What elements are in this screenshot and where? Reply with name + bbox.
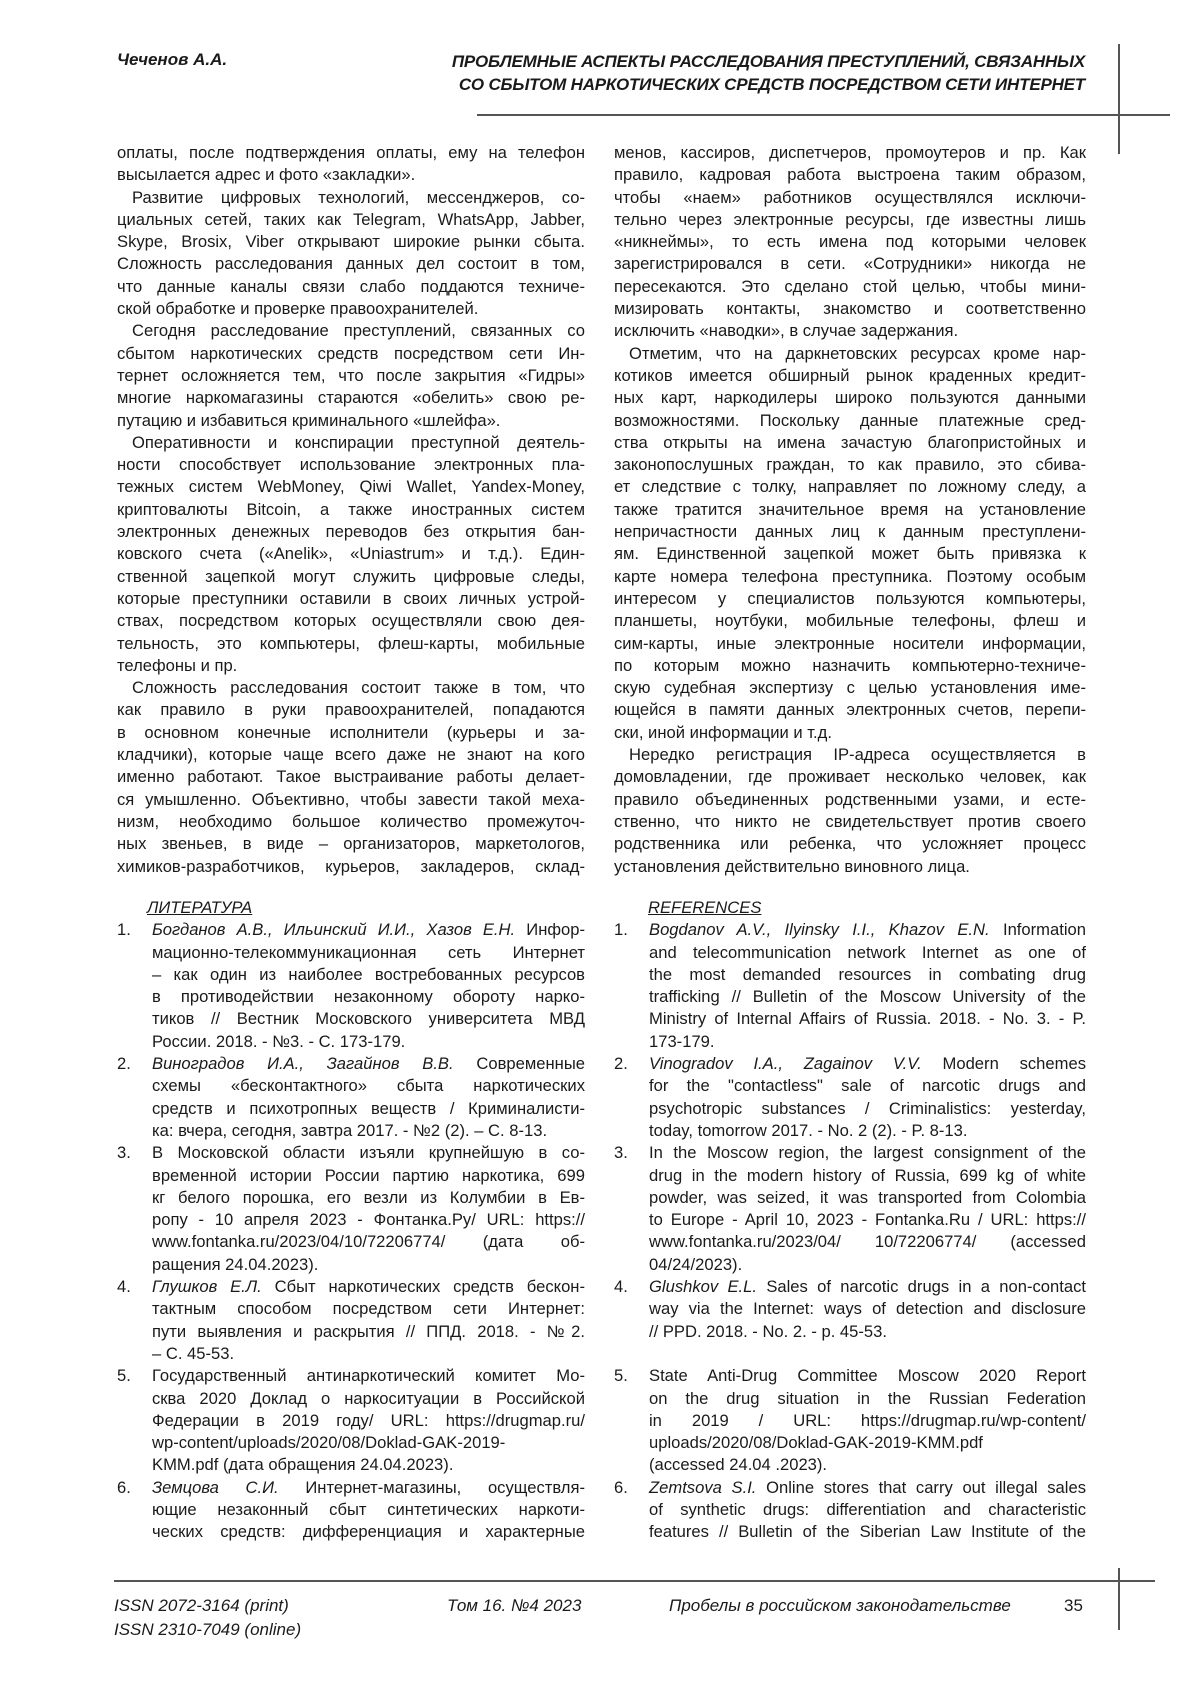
footer-journal: Пробелы в российском законодательстве (669, 1594, 1011, 1618)
reference-item (117, 1276, 585, 1365)
reference-authors: Богданов А.В., Ильинский И.И., Хазов Е.Н. (152, 920, 515, 939)
text-line: тельность, это компьютеры, флеш-карты, мобильные (117, 633, 585, 655)
text-line: «никнеймы», то есть имена под которыми человек (614, 231, 1086, 253)
text-line: for the "contactless" sale of narcotic drugs and (649, 1075, 1086, 1097)
text-line: ковского счета («Anelik», «Uniastrum» и т.д.). Един- (117, 543, 585, 565)
text-line: way via the Internet: ways of detection and disclosure (649, 1298, 1086, 1320)
text-line: оплаты, после подтверждения оплаты, ему на телефон (117, 142, 585, 164)
reference-item (117, 1365, 585, 1476)
text-line: today, tomorrow 2017. - No. 2 (2). - P. 8-13. (649, 1120, 1086, 1142)
text-line: родственника или ребенка, что усложняет процесс (614, 833, 1086, 855)
references-ru-heading: ЛИТЕРАТУРА (117, 897, 585, 919)
text-line: Развитие цифровых технологий, мессенджеров, со- (117, 187, 585, 209)
text-line: временной истории России партию наркотика, 699 (152, 1165, 585, 1187)
text-line: ет следствие с толку, направляет по ложному следу, а (614, 476, 1086, 498)
text-line (152, 1053, 585, 1075)
text-line: карте номера телефона преступника. Поэтому особым (614, 566, 1086, 588)
reference-item (614, 1477, 1086, 1544)
issn-print: ISSN 2072-3164 (print) (114, 1594, 301, 1618)
text-line: ных карт, наркодилеры широко пользуются данными (614, 387, 1086, 409)
reference-number: 6. (117, 1477, 131, 1499)
text-line: путацию и избавиться криминального «шлейфа». (117, 410, 585, 432)
text-line: Сложность расследования данных дел состоит в том, (117, 253, 585, 275)
text-line: ропу - 10 апреля 2023 - Фонтанка.Ру/ URL: https:// (152, 1209, 585, 1231)
text-line: интересом у специалистов пользуются компьютеры, (614, 588, 1086, 610)
text-line: мизировать контакты, знакомство и соответственно (614, 298, 1086, 320)
reference-authors: Vinogradov I.A., Zagainov V.V. (649, 1054, 922, 1073)
reference-text: Интернет-магазины, осуществля- (305, 1478, 585, 1497)
header-rule (477, 114, 1170, 116)
text-line: в основном конечные исполнители (курьеры и за- (117, 722, 585, 744)
text-line: ных звеньев, в виде – организаторов, маркетологов, (117, 833, 585, 855)
footer-volume: Том 16. №4 2023 (447, 1594, 581, 1618)
text-line: in 2019 / URL: https://drugmap.ru/wp-content/ (649, 1410, 1086, 1432)
text-line: 173-179. (649, 1031, 1086, 1053)
paragraph (117, 187, 585, 321)
text-line: именно работают. Такое выстраивание работы делает- (117, 766, 585, 788)
text-line: Отметим, что на даркнетовских ресурсах кроме нар- (614, 343, 1086, 365)
references-en-heading: REFERENCES (614, 897, 1086, 919)
text-line: State Anti-Drug Committee Moscow 2020 Report (649, 1365, 1086, 1387)
reference-authors: Земцова С.И. (152, 1478, 279, 1497)
reference-text: Information (1003, 920, 1086, 939)
text-line: химиков-разработчиков, курьеров, закладеров, склад- (117, 856, 585, 878)
paragraph (614, 142, 1086, 343)
reference-text: Сбыт наркотических средств бескон- (275, 1277, 585, 1296)
text-line: ращения 24.04.2023). (152, 1254, 585, 1276)
text-line: ствах, посредством которых осуществляли свою дея- (117, 610, 585, 632)
text-line (649, 919, 1086, 941)
running-header-title (452, 50, 1085, 96)
reference-number: 3. (117, 1142, 131, 1164)
text-line: которые преступники оставили в своих личных устрой- (117, 588, 585, 610)
reference-number: 1. (117, 919, 131, 941)
paragraph (117, 677, 585, 878)
text-line: and telecommunication network Internet as one of (649, 942, 1086, 964)
reference-number: 2. (117, 1053, 131, 1075)
reference-item (117, 1142, 585, 1276)
text-line: psychotropic substances / Criminalistics: yesterday, (649, 1098, 1086, 1120)
text-line: ски, иной информации и т.д. (614, 722, 1086, 744)
text-line: установления действительно виновного лица. (614, 856, 1086, 878)
text-line: the most demanded resources in combating drug (649, 964, 1086, 986)
text-line: схемы «бесконтактного» сбыта наркотических (152, 1075, 585, 1097)
header-vertical-rule (1118, 44, 1120, 154)
reference-number: 6. (614, 1477, 628, 1499)
text-line: drug in the modern history of Russia, 699 kg of white (649, 1165, 1086, 1187)
body-column-right (614, 142, 1086, 878)
text-line: ственно, что никто не свидетельствует против своего (614, 811, 1086, 833)
running-header-title-line: ПРОБЛЕМНЫЕ АСПЕКТЫ РАССЛЕДОВАНИЯ ПРЕСТУПЛЕНИЙ, СВЯЗАННЫХ (452, 50, 1085, 73)
text-line: Сложность расследования состоит также в том, что (117, 677, 585, 699)
text-line (649, 1276, 1086, 1298)
reference-authors: Glushkov E.L. (649, 1277, 757, 1296)
text-line: тежных систем WebMoney, Qiwi Wallet, Yandex-Money, (117, 476, 585, 498)
text-line: сим-карты, иные электронные носители информации, (614, 633, 1086, 655)
text-line: многие наркомагазины стараются «обелить» свою ре- (117, 387, 585, 409)
text-line: также тратится значительное время на установление (614, 499, 1086, 521)
text-line: to Europe - April 10, 2023 - Fontanka.Ru / URL: https:// (649, 1209, 1086, 1231)
reference-item (614, 1276, 1086, 1343)
text-line: // PPD. 2018. - No. 2. - p. 45-53. (649, 1321, 1086, 1343)
footer-rule (114, 1580, 1155, 1582)
text-line: of synthetic drugs: differentiation and characteristic (649, 1499, 1086, 1521)
paragraph (117, 142, 585, 187)
text-line: Нередко регистрация IP-адреса осуществляется в (614, 744, 1086, 766)
text-line: телефоны и пр. (117, 655, 585, 677)
reference-authors: Bogdanov A.V., Ilyinsky I.I., Khazov E.N. (649, 920, 990, 939)
running-header-author: Чеченов А.А. (117, 50, 227, 70)
text-line: пути выявления и раскрытия // ППД. 2018. - №2. (152, 1321, 585, 1343)
text-line: KMM.pdf (дата обращения 24.04.2023). (152, 1454, 585, 1476)
text-line: электронных денежных переводов без открытия бан- (117, 521, 585, 543)
text-line: циальных сетей, таких как Telegram, WhatsApp, Jabber, (117, 209, 585, 231)
text-line: ственной зацепкой могут служить цифровые следы, (117, 566, 585, 588)
text-line: чтобы «наем» работников осуществлялся исключи- (614, 187, 1086, 209)
reference-text: Online stores that carry out illegal sales (766, 1478, 1086, 1497)
text-line: ющейся в памяти данных электронных счетов, перепи- (614, 699, 1086, 721)
text-line: планшеты, ноутбуки, мобильные телефоны, флеш и (614, 610, 1086, 632)
text-line: www.fontanka.ru/2023/04/ 10/72206774/ (accessed (649, 1231, 1086, 1253)
text-line: Государственный антинаркотический комитет Мо- (152, 1365, 585, 1387)
text-line: менов, кассиров, диспетчеров, промоутеров и пр. Как (614, 142, 1086, 164)
text-line: как правило в руки правоохранителей, попадаются (117, 699, 585, 721)
text-line: – как один из наиболее востребованных ресурсов (152, 964, 585, 986)
text-line: In the Moscow region, the largest consignment of the (649, 1142, 1086, 1164)
page-number: 35 (1064, 1594, 1083, 1618)
text-line: возможностями. Поскольку данные платежные сред- (614, 410, 1086, 432)
reference-item (614, 1053, 1086, 1142)
reference-number: 3. (614, 1142, 628, 1164)
reference-item (614, 1365, 1086, 1476)
text-line: ка: вчера, сегодня, завтра 2017. - №2 (2). – С. 8-13. (152, 1120, 585, 1142)
text-line (649, 1477, 1086, 1499)
text-line: ся умышленно. Объективно, чтобы завести такой меха- (117, 789, 585, 811)
body-column-left (117, 142, 585, 878)
text-line: исключить «наводки», в случае задержания. (614, 320, 1086, 342)
text-line: powder, was seized, it was transported from Colombia (649, 1187, 1086, 1209)
text-line: ства открыты на имена зачастую благопристойных и (614, 432, 1086, 454)
text-line: низм, необходимо большое количество промежуточ- (117, 811, 585, 833)
reference-authors: Глушков Е.Л. (152, 1277, 262, 1296)
text-line: кладчики), которые чаще всего даже не знают на кого (117, 744, 585, 766)
text-line: криптовалюты Bitcoin, а также иностранных систем (117, 499, 585, 521)
reference-text: Sales of narcotic drugs in a non-contact (766, 1277, 1086, 1296)
text-line: on the drug situation in the Russian Federation (649, 1388, 1086, 1410)
text-line: тельно через электронные ресурсы, где известны лишь (614, 209, 1086, 231)
references-ru (117, 897, 585, 1544)
text-line: Федерации в 2019 году/ URL: https://drugmap.ru/ (152, 1410, 585, 1432)
reference-item (614, 919, 1086, 1053)
reference-item (117, 1053, 585, 1142)
text-line: Оперативности и конспирации преступной деятель- (117, 432, 585, 454)
text-line: правило, кадровая работа выстроена таким образом, (614, 164, 1086, 186)
text-line: сква 2020 Доклад о наркоситуации в Российской (152, 1388, 585, 1410)
text-line: высылается адрес и фото «закладки». (117, 164, 585, 186)
text-line: что данные каналы связи слабо поддаются техниче- (117, 276, 585, 298)
reference-text: Modern schemes (943, 1054, 1086, 1073)
reference-item (614, 1142, 1086, 1276)
text-line: котиков имеется обширный рынок краденных кредит- (614, 365, 1086, 387)
text-line: uploads/2020/08/Doklad-GAK-2019-KMM.pdf (649, 1432, 1086, 1454)
references-en-list (614, 919, 1086, 1543)
reference-text: Современные (476, 1054, 585, 1073)
text-line: ности способствует использование электронных пла- (117, 454, 585, 476)
text-line: (accessed 24.04 .2023). (649, 1454, 1086, 1476)
text-line: скую судебная экспертизу с целью установления име- (614, 677, 1086, 699)
text-line: правило объединенных родственными узами, и есте- (614, 789, 1086, 811)
text-line: домовладении, где проживает несколько человек, как (614, 766, 1086, 788)
text-line: Skype, Brosix, Viber открывают широкие рынки сбыта. (117, 231, 585, 253)
text-line: www.fontanka.ru/2023/04/10/72206774/ (дата об- (152, 1231, 585, 1253)
footer-issn (114, 1594, 301, 1641)
text-line: кг белого порошка, его везли из Колумбии в Ев- (152, 1187, 585, 1209)
text-line: trafficking // Bulletin of the Moscow University of the (649, 986, 1086, 1008)
text-line: ющие незаконный сбыт синтетических наркоти- (152, 1499, 585, 1521)
text-line: сбытом наркотических средств посредством сети Ин- (117, 343, 585, 365)
text-line (649, 1053, 1086, 1075)
paragraph (614, 343, 1086, 744)
text-line: – С. 45-53. (152, 1343, 585, 1365)
footer-vertical-rule (1118, 1568, 1120, 1630)
running-header-title-line: СО СБЫТОМ НАРКОТИЧЕСКИХ СРЕДСТВ ПОСРЕДСТВОМ СЕТИ ИНТЕРНЕТ (452, 73, 1085, 96)
reference-number: 1. (614, 919, 628, 941)
reference-authors: Виноградов И.А., Загайнов В.В. (152, 1054, 454, 1073)
text-line: wp-content/uploads/2020/08/Doklad-GAK-2019- (152, 1432, 585, 1454)
reference-number: 4. (117, 1276, 131, 1298)
reference-text: Инфор- (526, 920, 585, 939)
text-line (152, 1477, 585, 1499)
reference-item (117, 1477, 585, 1544)
reference-item (117, 919, 585, 1053)
text-line: законопослушных граждан, то как правило, это сбива- (614, 454, 1086, 476)
text-line (152, 919, 585, 941)
reference-authors: Zemtsova S.I. (649, 1478, 756, 1497)
text-line: Сегодня расследование преступлений, связанных со (117, 320, 585, 342)
text-line: в противодействии незаконному обороту нарко- (152, 986, 585, 1008)
text-line: непричастности данных лиц к данным преступлени- (614, 521, 1086, 543)
spacer (614, 1343, 1086, 1365)
text-line: Ministry of Internal Affairs of Russia. 2018. - No. 3. - P. (649, 1008, 1086, 1030)
text-line: мационно-телекоммуникационная сеть Интернет (152, 942, 585, 964)
text-line: по которым можно назначить компьютерно-техниче- (614, 655, 1086, 677)
text-line: ям. Единственной зацепкой может быть привязка к (614, 543, 1086, 565)
text-line: тернет осложняется тем, что после закрытия «Гидры» (117, 365, 585, 387)
text-line: features // Bulletin of the Siberian Law Institute of the (649, 1521, 1086, 1543)
reference-number: 4. (614, 1276, 628, 1298)
issn-online: ISSN 2310-7049 (online) (114, 1618, 301, 1642)
reference-number: 5. (117, 1365, 131, 1387)
text-line: средств и психотропных веществ / Криминалисти- (152, 1098, 585, 1120)
text-line: пересекаются. Это сделано стой целью, чтобы мини- (614, 276, 1086, 298)
text-line: России. 2018. - №3. - С. 173-179. (152, 1031, 585, 1053)
text-line (152, 1276, 585, 1298)
reference-number: 5. (614, 1365, 628, 1387)
paragraph (117, 432, 585, 677)
text-line: ческих средств: дифференциация и характерные (152, 1521, 585, 1543)
paragraph (117, 320, 585, 431)
text-line: ской обработке и проверке правоохранителей. (117, 298, 585, 320)
text-line: В Московской области изъяли крупнейшую в со- (152, 1142, 585, 1164)
references-en (614, 897, 1086, 1544)
text-line: тиков // Вестник Московского университета МВД (152, 1008, 585, 1030)
text-line: тактным способом посредством сети Интернет: (152, 1298, 585, 1320)
paragraph (614, 744, 1086, 878)
text-line: зарегистрировался в сети. «Сотрудники» никогда не (614, 253, 1086, 275)
text-line: 04/24/2023). (649, 1254, 1086, 1276)
reference-number: 2. (614, 1053, 628, 1075)
references-ru-list (117, 919, 585, 1543)
